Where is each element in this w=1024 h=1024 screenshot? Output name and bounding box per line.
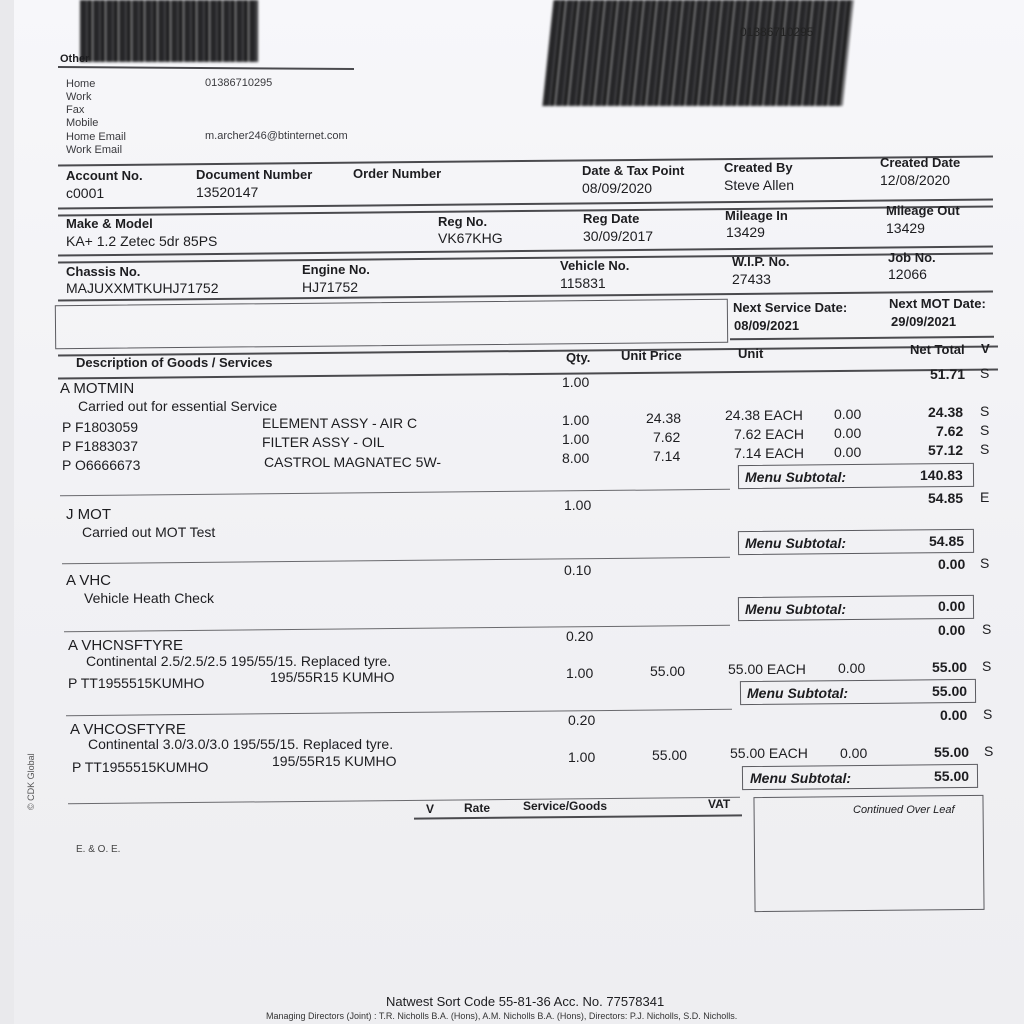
mileage-out: 13429 [886, 220, 925, 236]
job-vat: S [983, 706, 993, 722]
col-unit: Unit [738, 346, 764, 361]
part-unit: 55.00 EACH [728, 661, 806, 677]
part-unit-price: 7.62 [653, 429, 681, 445]
part-name: FILTER ASSY - OIL [262, 434, 385, 450]
job-total: 0.00 [940, 707, 968, 723]
menu-subtotal-value: 55.00 [934, 768, 970, 784]
part-qty: 1.00 [562, 431, 590, 447]
engine-no: HJ71752 [302, 279, 359, 295]
part-vat: S [980, 403, 990, 419]
job-description: Carried out for essential Service [78, 398, 278, 414]
vehicle-label: Vehicle No. [560, 258, 630, 273]
created-date-label: Created Date [880, 155, 961, 170]
part-unit: 7.14 EACH [734, 445, 805, 461]
part-qty: 8.00 [562, 450, 590, 466]
date-tax-point: 08/09/2020 [582, 180, 653, 196]
part-disc: 0.00 [834, 444, 862, 460]
part-code: P F1803059 [62, 419, 139, 435]
menu-subtotal-value: 54.85 [929, 533, 965, 549]
redacted-address-right [542, 0, 853, 106]
continued-over-leaf: Continued Over Leaf [853, 804, 955, 816]
redacted-logo-left [80, 0, 258, 62]
wip-label: W.I.P. No. [732, 254, 790, 269]
part-qty: 1.00 [566, 665, 594, 681]
job-qty: 1.00 [562, 374, 590, 390]
part-vat: S [982, 658, 992, 674]
part-unit-price: 55.00 [650, 663, 686, 679]
contact-other-label: Other [60, 53, 90, 65]
reg-no-label: Reg No. [438, 214, 488, 229]
contact-value: 01386710295 [205, 77, 273, 89]
vat-col-rate: Rate [464, 801, 491, 815]
job-label: Job No. [888, 250, 936, 265]
part-unit: 7.62 EACH [734, 426, 805, 442]
contact-label: Fax [66, 104, 85, 116]
part-name: ELEMENT ASSY - AIR C [262, 415, 418, 431]
contact-value: m.archer246@btinternet.com [205, 130, 348, 142]
part-total: 57.12 [928, 442, 964, 458]
document-number: 13520147 [196, 184, 259, 200]
part-code: P O6666673 [62, 457, 141, 473]
contact-label: Work [66, 91, 92, 103]
part-disc: 0.00 [834, 425, 862, 441]
job-description: Continental 2.5/2.5/2.5 195/55/15. Replaced tyre. [86, 653, 392, 669]
part-unit: 24.38 EACH [725, 407, 803, 423]
job-vat: S [982, 621, 992, 637]
mileage-in-label: Mileage In [725, 208, 788, 223]
col-unit-price: Unit Price [621, 348, 682, 363]
part-total: 55.00 [934, 744, 970, 760]
job-code: A VHCNSFTYRE [68, 637, 184, 654]
reg-no: VK67KHG [438, 230, 503, 246]
part-unit-price: 55.00 [652, 747, 688, 763]
contact-label: Home Email [66, 131, 126, 143]
job-qty: 0.20 [566, 628, 594, 644]
created-date: 12/08/2020 [880, 172, 951, 188]
job-code: A VHCOSFTYRE [70, 721, 186, 738]
col-description: Description of Goods / Services [76, 355, 273, 370]
make-model: KA+ 1.2 Zetec 5dr 85PS [66, 233, 218, 249]
job-description: Continental 3.0/3.0/3.0 195/55/15. Replaced tyre. [88, 736, 394, 752]
part-vat: S [980, 441, 990, 457]
next-mot-label: Next MOT Date: [889, 296, 986, 311]
mileage-out-label: Mileage Out [886, 203, 960, 218]
col-v: V [981, 341, 990, 356]
part-code: P F1883037 [62, 438, 139, 454]
col-qty: Qty. [566, 350, 591, 365]
chassis-label: Chassis No. [66, 264, 141, 279]
part-unit: 55.00 EACH [730, 745, 808, 761]
contact-label: Mobile [66, 117, 99, 129]
footer-directors: Managing Directors (Joint) : T.R. Nicholls B.A. (Hons), A.M. Nicholls B.A. (Hons), Directors: P.J. Nicholls, S.D. Nicholls. [266, 1011, 738, 1021]
job-vat: S [980, 365, 990, 381]
mileage-in: 13429 [726, 224, 765, 240]
document-number-label: Document Number [196, 167, 313, 182]
menu-subtotal-label: Menu Subtotal: [745, 601, 847, 617]
part-name: 195/55R15 KUMHO [270, 669, 395, 685]
vehicle-no: 115831 [560, 275, 606, 291]
wip-no: 27433 [732, 271, 771, 287]
job-qty: 1.00 [564, 497, 592, 513]
job-total: 54.85 [928, 490, 964, 506]
job-vat: S [980, 555, 990, 571]
job-total: 0.00 [938, 556, 966, 572]
job-description: Carried out MOT Test [82, 524, 216, 540]
part-vat: S [984, 743, 994, 759]
part-disc: 0.00 [834, 406, 862, 422]
job-description: Vehicle Heath Check [84, 590, 214, 606]
part-total: 7.62 [936, 423, 964, 439]
job-vat: E [980, 489, 990, 505]
job-code: J MOT [66, 506, 111, 523]
right-phone: 01386710295 [740, 25, 814, 39]
part-unit-price: 7.14 [653, 448, 681, 464]
part-name: CASTROL MAGNATEC 5W- [264, 454, 442, 470]
vat-col-service-goods: Service/Goods [523, 799, 608, 813]
order-number-label: Order Number [353, 166, 442, 181]
contact-label: Home [66, 78, 96, 90]
job-total: 51.71 [930, 366, 966, 382]
menu-subtotal-label: Menu Subtotal: [750, 770, 852, 786]
created-by-label: Created By [724, 160, 793, 175]
job-total: 0.00 [938, 622, 966, 638]
part-disc: 0.00 [840, 745, 868, 761]
menu-subtotal-value: 0.00 [938, 598, 966, 614]
date-tax-point-label: Date & Tax Point [582, 163, 685, 178]
job-qty: 0.10 [564, 562, 592, 578]
job-qty: 0.20 [568, 712, 596, 728]
account-no-label: Account No. [66, 168, 143, 183]
menu-subtotal-value: 55.00 [932, 683, 968, 699]
eoe-mark: E. & O. E. [76, 844, 121, 855]
part-total: 24.38 [928, 404, 964, 420]
col-net-total: Net Total [910, 342, 965, 357]
notes-box [55, 299, 728, 349]
next-service-label: Next Service Date: [733, 300, 848, 315]
account-no: c0001 [66, 185, 105, 201]
job-no: 12066 [888, 266, 927, 282]
part-vat: S [980, 422, 990, 438]
vat-col-vat: VAT [708, 797, 731, 811]
part-disc: 0.00 [838, 660, 866, 676]
created-by: Steve Allen [724, 177, 795, 193]
menu-subtotal-value: 140.83 [920, 467, 963, 483]
part-qty: 1.00 [568, 749, 596, 765]
part-unit-price: 24.38 [646, 410, 682, 426]
next-mot-date: 29/09/2021 [891, 314, 957, 329]
cdk-mark: © CDK Global [26, 753, 36, 810]
menu-subtotal-label: Menu Subtotal: [745, 469, 847, 485]
menu-subtotal-label: Menu Subtotal: [745, 535, 847, 551]
reg-date-label: Reg Date [583, 211, 640, 226]
vat-col-v: V [426, 802, 435, 816]
part-code: P TT1955515KUMHO [72, 759, 209, 775]
footer-bank: Natwest Sort Code 55-81-36 Acc. No. 77578341 [386, 994, 665, 1009]
job-code: A VHC [66, 572, 112, 589]
make-model-label: Make & Model [66, 216, 153, 231]
part-total: 55.00 [932, 659, 968, 675]
contact-label: Work Email [66, 144, 123, 156]
part-name: 195/55R15 KUMHO [272, 753, 397, 769]
next-service-date: 08/09/2021 [734, 318, 800, 333]
menu-subtotal-label: Menu Subtotal: [747, 685, 849, 701]
job-code: A MOTMIN [60, 380, 135, 397]
part-qty: 1.00 [562, 412, 590, 428]
part-code: P TT1955515KUMHO [68, 675, 205, 691]
chassis-no: MAJUXXMTKUHJ71752 [66, 280, 219, 296]
reg-date: 30/09/2017 [583, 228, 654, 244]
engine-label: Engine No. [302, 262, 370, 277]
